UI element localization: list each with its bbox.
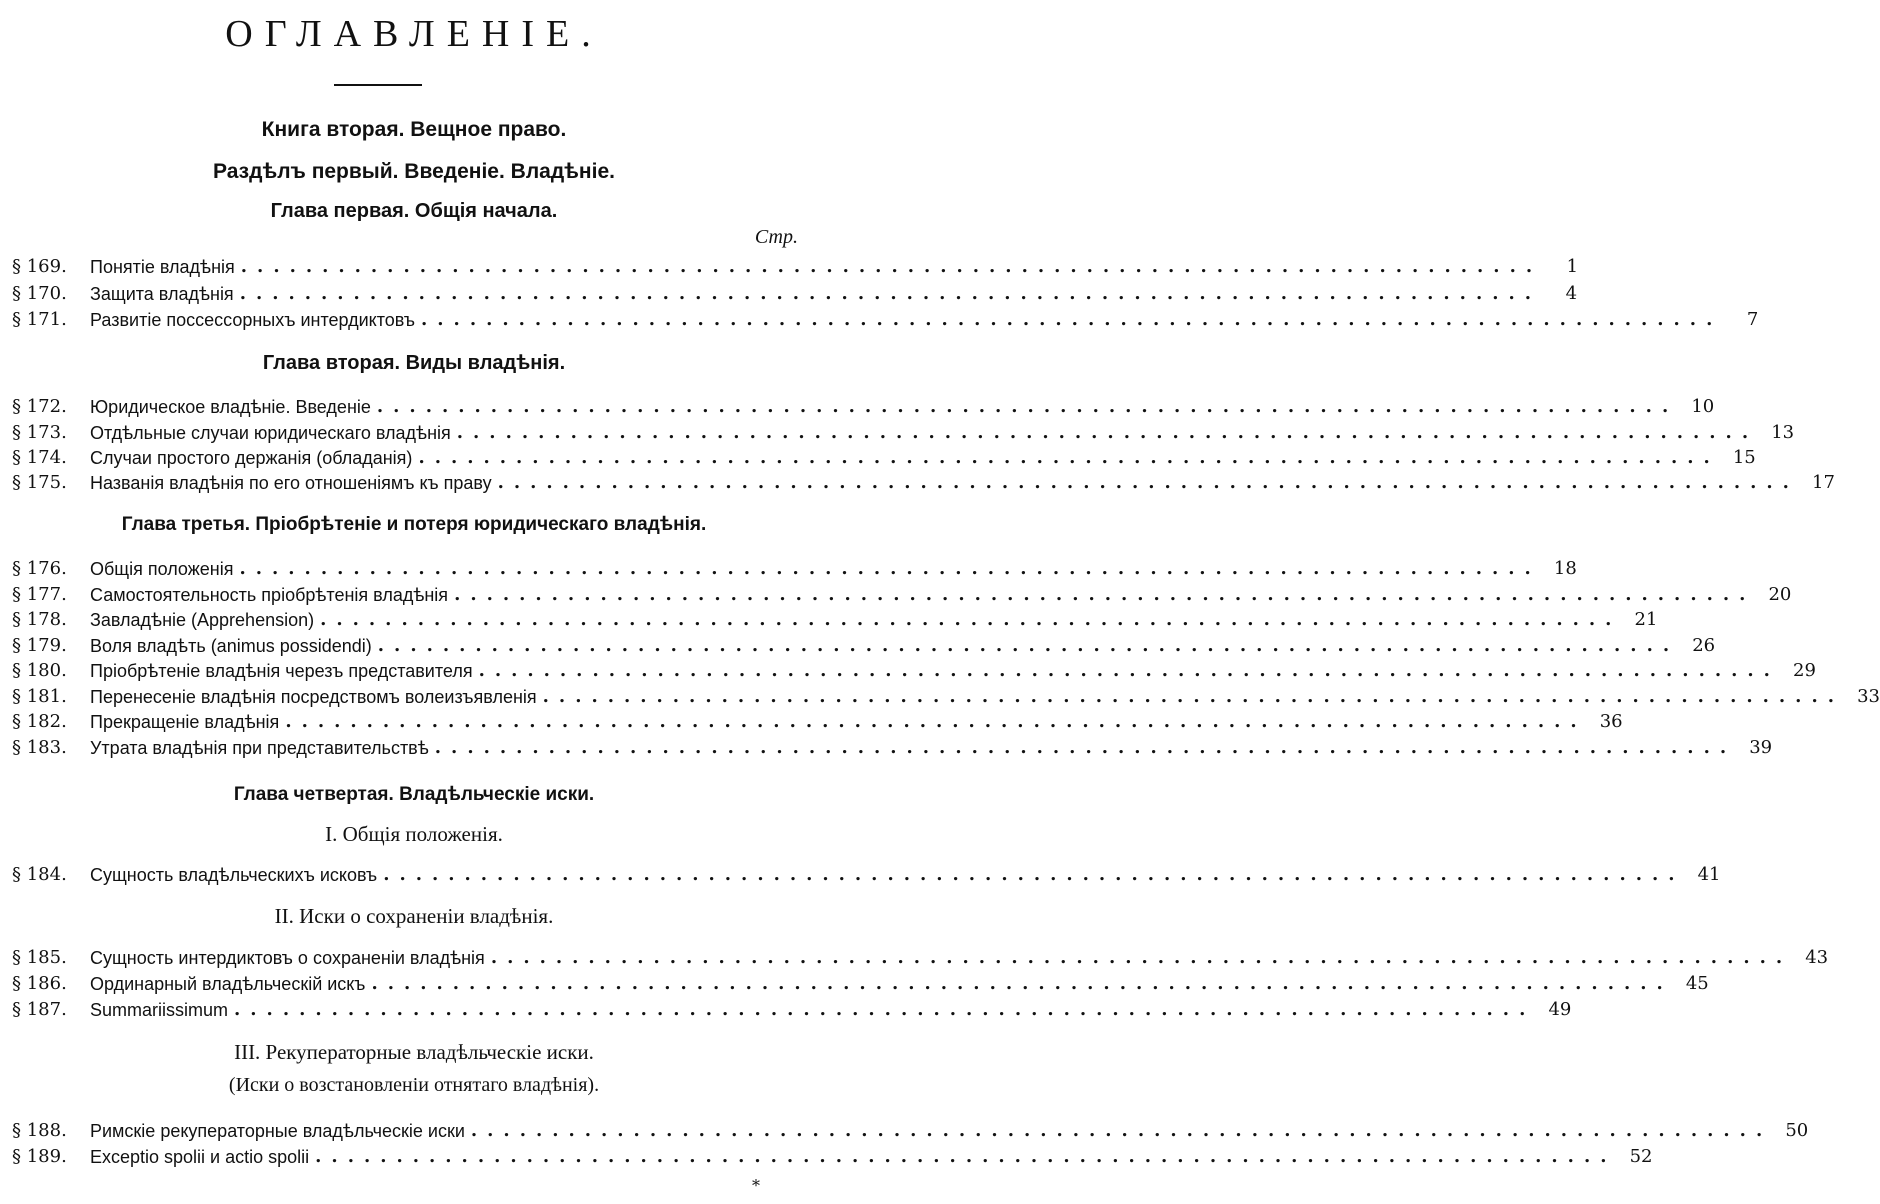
leader-dots: ................................................................................ [454, 584, 1756, 605]
chapter-heading-1: Глава первая. Общія начала. [270, 200, 558, 222]
entry-text: Развитіе поссессорныхъ интердиктовъ [90, 310, 416, 330]
entry-number: § 171. [12, 309, 67, 330]
entry-page: 21 [1634, 609, 1658, 630]
toc-entry [12, 943, 1829, 969]
entry-number: § 188. [12, 1120, 67, 1141]
entry-page: 45 [1685, 973, 1709, 994]
toc-entry [12, 969, 1709, 995]
leader-dots: ................................................................................ [239, 558, 1541, 579]
leader-dots: ................................................................................ [234, 999, 1536, 1020]
leader-dots: ................................................................................ [470, 1120, 1773, 1141]
toc-entry [12, 995, 1572, 1021]
entry-page: 10 [1691, 396, 1715, 417]
entry-number: § 186. [12, 973, 67, 994]
entry-page: 41 [1697, 864, 1721, 885]
entry-number: § 187. [12, 999, 67, 1020]
leader-dots: ................................................................................ [434, 737, 1737, 758]
leader-dots: ................................................................................ [371, 973, 1673, 994]
footer-mark: * [752, 1176, 760, 1195]
toc-entry [12, 305, 1759, 331]
entry-number: § 172. [12, 396, 67, 417]
page-column-label: Стр. [754, 226, 798, 248]
entry-text: Защита владѣнія [90, 284, 234, 304]
entry-page: 26 [1692, 635, 1716, 656]
page-title: ОГЛАВЛЕНІЕ. [225, 13, 603, 55]
entry-page: 15 [1732, 447, 1756, 468]
entry-page: 1 [1566, 256, 1579, 277]
entry-text: Юридическое владѣніе. Введеніе [90, 397, 371, 417]
leader-dots: ................................................................................ [285, 711, 1587, 732]
toc-entry [12, 605, 1658, 631]
subsection-heading-3: III. Рекуператорные владѣльческіе иски. [234, 1040, 594, 1064]
entry-number: § 184. [12, 864, 67, 885]
entry-number: § 185. [12, 947, 67, 968]
entry-text: Общія положенія [90, 559, 234, 579]
leader-dots: ................................................................................ [376, 396, 1679, 417]
entry-page: 4 [1565, 283, 1578, 304]
entry-number: § 183. [12, 737, 67, 758]
chapter-heading-3: Глава третья. Пріобрѣтеніе и потеря юридическаго владѣнія. [121, 514, 707, 535]
entry-text: Summariissimum [90, 1000, 229, 1020]
toc-entry [12, 554, 1577, 580]
entry-page: 43 [1805, 947, 1829, 968]
entry-page: 36 [1599, 711, 1623, 732]
entry-number: § 174. [12, 447, 67, 468]
entry-number: § 189. [12, 1146, 67, 1167]
entry-text: Понятіе владѣнія [90, 257, 235, 277]
toc-entry [12, 580, 1792, 606]
entry-page: 49 [1548, 999, 1572, 1020]
subsection-heading-2: II. Иски о сохраненіи владѣнія. [274, 904, 554, 928]
entry-number: § 182. [12, 711, 67, 732]
leader-dots: ................................................................................ [478, 660, 1780, 681]
book-heading: Книга вторая. Вещное право. [261, 118, 567, 141]
entry-text: Случаи простого держанія (обладанія) [90, 448, 413, 468]
leader-dots: ................................................................................ [421, 309, 1723, 330]
entry-number: § 178. [12, 609, 67, 630]
entry-page: 50 [1785, 1120, 1809, 1141]
leader-dots: ................................................................................ [542, 686, 1844, 707]
entry-number: § 180. [12, 660, 67, 681]
entry-page: 20 [1768, 584, 1792, 605]
entry-page: 13 [1771, 422, 1795, 443]
entry-number: § 169. [12, 256, 67, 277]
entry-text: Сущность интердиктовъ о сохраненіи владѣнія [90, 948, 485, 968]
leader-dots: ................................................................................ [497, 472, 1799, 493]
entry-text: Завладѣніе (Apprehension) [90, 610, 315, 630]
entry-text: Сущность владѣльческихъ исковъ [90, 865, 378, 885]
chapter-heading-2: Глава вторая. Виды владѣнія. [262, 352, 566, 374]
entry-page: 17 [1812, 472, 1835, 493]
entry-number: § 176. [12, 558, 67, 579]
entry-number: § 173. [12, 422, 67, 443]
entry-text: Утрата владѣнія при представительствѣ [90, 738, 429, 758]
entry-text: Воля владѣть (animus possidendi) [90, 636, 372, 656]
entry-text: Отдѣльные случаи юридическаго владѣнія [90, 423, 451, 443]
leader-dots: ................................................................................ [239, 283, 1542, 304]
toc-entry [12, 733, 1773, 759]
leader-dots: ................................................................................ [383, 864, 1685, 885]
leader-dots: ................................................................................ [418, 447, 1720, 468]
entry-text: Названія владѣнія по его отношеніямъ къ праву [90, 473, 492, 493]
entry-page: 52 [1629, 1146, 1653, 1167]
entry-text: Пріобрѣтеніе владѣнія черезъ представителя [90, 661, 473, 681]
entry-page: 39 [1749, 737, 1773, 758]
entry-number: § 179. [12, 635, 67, 656]
leader-dots: ................................................................................ [456, 422, 1759, 443]
toc-entry [12, 707, 1623, 733]
entry-number: § 181. [12, 686, 67, 707]
toc-entry [12, 252, 1579, 278]
toc-entry [12, 468, 1835, 494]
entry-number: § 177. [12, 584, 67, 605]
entry-text: Ординарный владѣльческій искъ [90, 974, 366, 994]
entry-page: 18 [1553, 558, 1577, 579]
toc-entry [12, 443, 1756, 469]
toc-entry [12, 1116, 1809, 1142]
entry-number: § 175. [12, 472, 67, 493]
leader-dots: ................................................................................ [240, 256, 1543, 277]
entry-page: 7 [1746, 309, 1759, 330]
leader-dots: ................................................................................ [320, 609, 1622, 630]
leader-dots: ................................................................................ [315, 1146, 1617, 1167]
toc-entry [12, 631, 1716, 657]
entry-page: 33 [1857, 686, 1880, 707]
section-heading: Раздѣлъ первый. Введеніе. Владѣніе. [213, 160, 615, 183]
entry-page: 29 [1793, 660, 1816, 681]
leader-dots: ................................................................................ [490, 947, 1793, 968]
entry-text: Прекращеніе владѣнія [90, 712, 280, 732]
toc-entry [12, 656, 1816, 682]
toc-entry [12, 279, 1578, 305]
toc-entry [12, 1142, 1653, 1168]
toc-entry [12, 682, 1880, 708]
toc-entry [12, 860, 1721, 886]
subsection-subheading-3: (Иски о возстановленіи отнятаго владѣнія). [228, 1074, 600, 1096]
title-divider [334, 84, 422, 86]
entry-text: Римскіе рекуператорные владѣльческіе иски [90, 1121, 465, 1141]
chapter-heading-4: Глава четвертая. Владѣльческіе иски. [233, 784, 595, 805]
leader-dots: ................................................................................ [377, 635, 1680, 656]
entry-text: Самостоятельность пріобрѣтенія владѣнія [90, 585, 449, 605]
toc-entry [12, 418, 1795, 444]
entry-text: Перенесеніе владѣнія посредствомъ волеизъявленія [90, 687, 537, 707]
subsection-heading-1: I. Общія положенія. [325, 822, 503, 846]
toc-entry [12, 392, 1715, 418]
entry-text: Exceptio spolii и actio spolii [90, 1147, 310, 1167]
entry-number: § 170. [12, 283, 67, 304]
